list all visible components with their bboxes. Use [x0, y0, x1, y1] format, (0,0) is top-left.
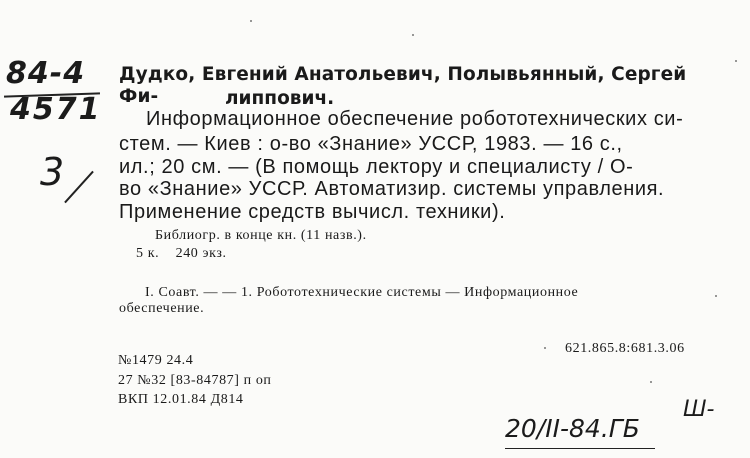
title-line-5: Применение средств вычисл. техники). — [119, 201, 506, 223]
call-number-top: 84-4 — [6, 56, 86, 91]
record-number-2: 27 №32 [83-84787] п оп — [118, 373, 272, 388]
udc-number: 621.865.8:681.3.06 — [565, 341, 685, 356]
bibliography-note: Библиогр. в конце кн. (11 назв.). — [155, 228, 367, 243]
subject-tracings: I. Соавт. — — 1. Робототехнические системы — Информационное — [145, 285, 579, 300]
paper-speck — [650, 381, 652, 383]
author-heading-continued: липпович. — [225, 88, 335, 109]
handwritten-date: 20/II-84.ГБ — [505, 414, 640, 443]
price-print-run: 5 к. 240 экз. — [136, 246, 227, 261]
subject-tracings-continued: обеспечение. — [119, 301, 205, 316]
margin-handwritten-mark: 3 — [40, 150, 65, 194]
handwritten-tick-mark: Ш- — [683, 397, 715, 422]
paper-speck — [412, 34, 414, 36]
date-underline — [505, 448, 655, 449]
margin-stroke — [64, 171, 94, 204]
record-number-1: №1479 24.4 — [118, 353, 194, 368]
title-line-1: Информационное обеспечение робототехнических си- — [146, 108, 684, 130]
title-line-3: ил.; 20 см. — (В помощь лектору и специалисту / О- — [119, 156, 634, 178]
paper-speck — [250, 20, 252, 22]
call-number-bottom: 4571 — [10, 92, 102, 127]
paper-speck — [544, 347, 546, 349]
title-line-2: стем. — Киев : о-во «Знание» УССР, 1983. — 16 с., — [119, 133, 623, 155]
paper-speck — [715, 295, 717, 297]
title-line-4: во «Знание» УССР. Автоматизир. системы управления. — [119, 178, 665, 200]
record-number-3: ВКП 12.01.84 Д814 — [118, 392, 244, 407]
author-heading: Дудко, Евгений Анатольевич, Полывьянный, Сергей Фи- — [119, 64, 687, 107]
paper-speck — [735, 60, 737, 62]
